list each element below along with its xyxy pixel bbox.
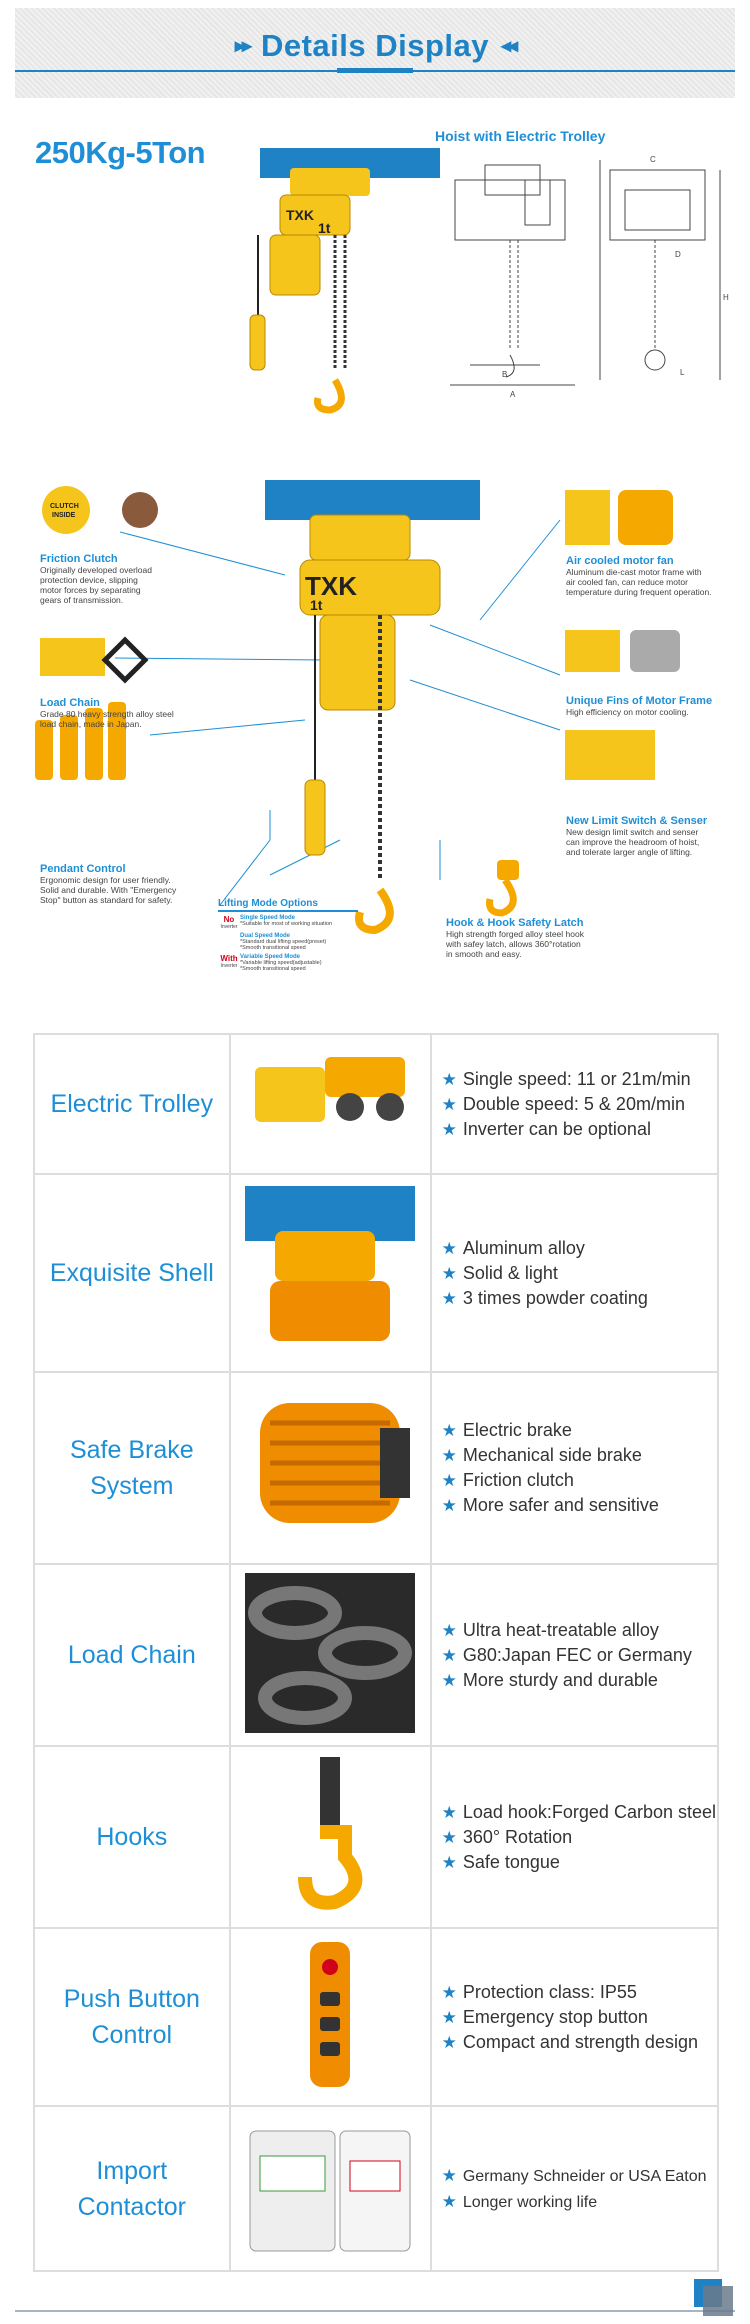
row-name: Safe Brake System	[34, 1372, 230, 1564]
star-icon: ★	[441, 2007, 457, 2027]
feature-item: ★ Friction clutch	[441, 1470, 574, 1490]
svg-text:L: L	[680, 368, 685, 377]
brake-system-image	[250, 1383, 410, 1548]
svg-text:INSIDE: INSIDE	[52, 512, 76, 519]
feature-item: ★ Aluminum alloy	[441, 1237, 585, 1258]
hoist-load-text: 1t	[318, 220, 331, 236]
row-image	[230, 2106, 431, 2271]
feature-friction-clutch: Friction Clutch Originally developed overload protection device, slipping motor forces by separating gears of transmission.	[40, 553, 152, 605]
feature-limit-switch: New Limit Switch & Senser New design limit switch and senser can improve the headroom of hoist, and tolerate larger angle of lifting.	[566, 815, 708, 857]
hoist-product-image	[240, 140, 440, 440]
big-chain-bag-shape	[320, 615, 395, 710]
row-name: Import Contactor	[34, 2106, 230, 2271]
fins-image	[565, 630, 620, 672]
table-row	[34, 1928, 718, 2106]
page-title	[0, 28, 750, 64]
pendant-shape	[250, 315, 265, 370]
gear-icon	[122, 492, 158, 528]
footer-divider	[15, 2310, 735, 2312]
row-features	[431, 1034, 718, 1174]
electric-trolley-image	[240, 1047, 420, 1157]
lifting-with-inverter: With Inverter Variable Speed Mode *Variable lifting speed(adjustable) *Smooth transitional speed	[220, 954, 322, 972]
lifting-dual-speed: Dual Speed Mode *Standard dual lifting speed(preset) *Smooth transitional speed	[240, 933, 327, 951]
fan-image	[618, 490, 673, 545]
load-chain-image	[245, 1573, 415, 1733]
page-title-text: Details Display	[260, 28, 490, 63]
star-icon: ★	[441, 1802, 457, 1822]
feature-item: ★ More sturdy and durable	[441, 1669, 658, 1690]
table-row	[34, 1372, 718, 1564]
row-image	[230, 1746, 431, 1928]
star-icon: ★	[441, 1263, 457, 1283]
technical-drawing	[440, 150, 730, 400]
star-icon: ★	[441, 1852, 457, 1872]
feature-item: ★ Solid & light	[441, 1262, 558, 1283]
star-icon: ★	[441, 1446, 457, 1465]
svg-text:H: H	[723, 293, 729, 302]
row-name: Exquisite Shell	[34, 1174, 230, 1372]
star-icon: ★	[441, 1069, 457, 1089]
row-image	[230, 1564, 431, 1746]
row-name: Electric Trolley	[34, 1034, 230, 1174]
limit-switch-image	[565, 730, 655, 780]
svg-text:D: D	[675, 250, 681, 259]
table-row	[34, 2106, 718, 2271]
star-icon: ★	[441, 1620, 457, 1640]
star-icon: ★	[441, 1288, 457, 1308]
feature-motor-fins: Unique Fins of Motor Frame High efficiency on motor cooling.	[566, 695, 713, 717]
star-icon: ★	[441, 2165, 457, 2185]
pendant-thumb-1	[35, 720, 53, 780]
chain-box-image	[40, 638, 105, 676]
footer-square-shadow-icon	[703, 2286, 733, 2316]
feature-item: ★ Double speed: 5 & 20m/min	[441, 1093, 685, 1114]
header-underline	[337, 68, 413, 73]
svg-text:CLUTCH: CLUTCH	[50, 503, 79, 510]
feature-item: ★ 3 times powder coating	[441, 1287, 648, 1308]
trolley-shape	[290, 168, 370, 196]
feature-item: ★ More safer and sensitive	[441, 1495, 659, 1515]
row-image	[230, 1034, 431, 1174]
row-name: Push Button Control	[34, 1928, 230, 2106]
star-icon: ★	[441, 1238, 457, 1258]
feature-item: ★ Mechanical side brake	[441, 1445, 642, 1465]
star-icon: ★	[441, 1670, 457, 1690]
spec-table	[33, 1033, 719, 2272]
star-icon: ★	[441, 1982, 457, 2002]
clutch-badge-icon	[42, 486, 90, 534]
star-icon: ★	[441, 1421, 457, 1440]
row-name: Hooks	[34, 1746, 230, 1928]
fan-box-image	[565, 490, 610, 545]
feature-item: ★ Germany Schneider or USA Eaton	[441, 2165, 707, 2185]
row-features	[431, 1564, 718, 1746]
svg-text:C: C	[650, 155, 656, 164]
star-icon: ★	[441, 2032, 457, 2052]
big-hook-shape	[359, 890, 390, 930]
big-hoist-load-text: 1t	[310, 597, 323, 613]
row-image	[230, 1928, 431, 2106]
star-icon: ★	[441, 1471, 457, 1490]
feature-item: ★ Safe tongue	[441, 1851, 560, 1872]
row-features	[431, 1372, 718, 1564]
feature-item: ★ Ultra heat-treatable alloy	[441, 1619, 659, 1640]
star-icon: ★	[441, 1094, 457, 1114]
chain-link-icon	[105, 640, 145, 680]
exquisite-shell-image	[245, 1186, 415, 1356]
big-hoist-brand-text: TXK	[305, 571, 357, 601]
feature-item: ★ Protection class: IP55	[441, 1981, 637, 2002]
feature-item: ★ Electric brake	[441, 1420, 572, 1440]
svg-text:A: A	[510, 390, 516, 399]
big-pendant-shape	[305, 780, 325, 855]
feature-item: ★ Compact and strength design	[441, 2031, 698, 2052]
table-row	[34, 1174, 718, 1372]
table-row	[34, 1746, 718, 1928]
star-icon: ★	[441, 2191, 457, 2211]
contactor-image	[245, 2111, 415, 2261]
table-row	[34, 1034, 718, 1174]
star-icon: ★	[441, 1827, 457, 1847]
row-image	[230, 1174, 431, 1372]
row-features	[431, 1746, 718, 1928]
hoist-brand-text: TXK	[286, 207, 314, 223]
feature-load-chain: Load Chain Grade 80 heavy strength alloy steel load chain, made in Japan.	[40, 697, 174, 729]
drawing-title: Hoist with Electric Trolley	[435, 128, 606, 144]
lifting-no-inverter: No Inverter Single Speed Mode *Suitable for most of working situation	[220, 915, 333, 930]
capacity-label: 250Kg-5Ton	[35, 135, 206, 170]
feature-air-cooled-fan: Air cooled motor fan Aluminum die-cast motor frame with air cooled fan, can reduce motor temperature during frequent operation.	[566, 555, 712, 597]
motor-frame-image	[630, 630, 680, 672]
feature-item: ★ Inverter can be optional	[441, 1118, 651, 1139]
feature-item: ★ G80:Japan FEC or Germany	[441, 1644, 692, 1665]
push-button-image	[300, 1932, 360, 2097]
star-icon: ★	[441, 1119, 457, 1139]
hook-shape	[318, 380, 342, 410]
hook-latch-icon	[490, 880, 514, 913]
feature-item: ★ 360° Rotation	[441, 1826, 573, 1847]
big-beam-shape	[265, 480, 480, 520]
star-icon: ★	[441, 1645, 457, 1665]
star-icon: ★	[441, 1496, 457, 1515]
row-name: Load Chain	[34, 1564, 230, 1746]
feature-item: ★ Emergency stop button	[441, 2006, 648, 2027]
feature-item: ★ Single speed: 11 or 21m/min	[441, 1068, 691, 1089]
feature-item: ★ Load hook:Forged Carbon steel	[441, 1801, 716, 1822]
row-image	[230, 1372, 431, 1564]
row-features	[431, 2106, 718, 2271]
svg-text:B: B	[502, 370, 508, 379]
big-trolley-shape	[310, 515, 410, 560]
table-row	[34, 1564, 718, 1746]
row-features	[431, 1174, 718, 1372]
chain-bag-shape	[270, 235, 320, 295]
feature-pendant-control: Pendant Control Ergonomic design for user friendly. Solid and durable. With "Emergency Stop" button as standard for safety.	[40, 863, 177, 905]
arrows-right-icon: ▸▸	[234, 35, 249, 57]
hook-image	[280, 1752, 380, 1917]
feature-hook-latch: Hook & Hook Safety Latch High strength forged alloy steel hook with safey latch, allows 360°rotation in smooth and easy.	[446, 917, 584, 959]
feature-item: ★ Longer working life	[441, 2191, 598, 2211]
lifting-mode-options: Lifting Mode Options No Inverter Single Speed Mode *Suitable for most of working situation Dual Speed Mode *Standard dual lifting speed(preset) *Smooth transitional speed With Inverter Variable Speed Mode *Variable lifting speed(adjustable) *Smooth transitional speed	[218, 898, 358, 972]
arrows-left-icon: ◂◂	[501, 35, 516, 57]
row-features	[431, 1928, 718, 2106]
